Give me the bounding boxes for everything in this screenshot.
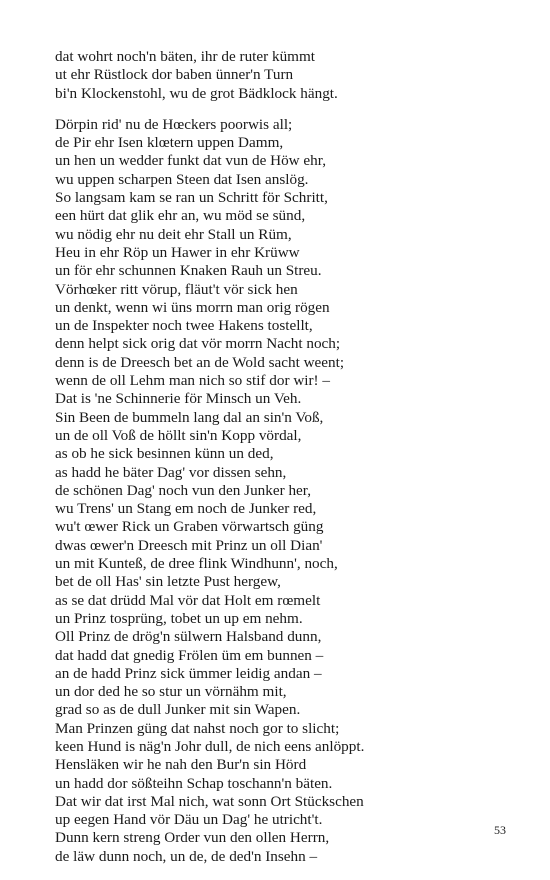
poem-line: un de Inspekter noch twee Hakens tostellt, [55, 317, 313, 335]
poem-line: wu Trens' un Stang em noch de Junker red, [55, 500, 317, 518]
page-number: 53 [494, 823, 506, 837]
poem-line: as ob he sick besinnen künn un ded, [55, 445, 274, 463]
poem-line: Dunn kern streng Order vun den ollen Herrn, [55, 829, 330, 847]
poem-line: de Pir ehr Isen klœtern uppen Damm, [55, 134, 284, 152]
poem-line: dwas œwer'n Dreesch mit Prinz un oll Dian' [55, 536, 323, 554]
poem-line: bet de oll Has' sin letzte Pust hergew, [55, 573, 281, 591]
poem-line: So langsam kam se ran un Schritt för Schritt, [55, 189, 328, 207]
poem-text [55, 48, 525, 879]
stanza [55, 116, 525, 866]
poem-line: wu nödig ehr nu deit ehr Stall un Rüm, [55, 225, 292, 243]
poem-line: grad so as de dull Junker mit sin Wapen. [55, 701, 301, 719]
poem-line: keen Hund is näg'n Johr dull, de nich eens anlöppt. [55, 737, 365, 755]
poem-line: Sin Been de bummeln lang dal an sin'n Voß, [55, 408, 324, 426]
poem-line: dat wohrt noch'n bäten, ihr de ruter kümmt [55, 48, 316, 65]
poem-line: un de oll Voß de höllt sin'n Kopp vördal, [55, 426, 302, 444]
stanza [55, 48, 525, 103]
poem-line: wu't œwer Rick un Graben vörwartsch güng [55, 518, 324, 536]
poem-line: un Prinz tosprüng, tobet un up em nehm. [55, 609, 303, 627]
poem-line: bi'n Klockenstohl, wu de grot Bädklock hängt. [55, 84, 338, 102]
poem-line: up eegen Hand vör Däu un Dag' he utricht't. [55, 811, 323, 829]
poem-line: denn helpt sick orig dat vör morrn Nacht noch; [55, 335, 341, 353]
poem-line: denn is de Dreesch bet an de Wold sacht weent; [55, 353, 345, 371]
poem-line: wenn de oll Lehm man nich so stif dor wir! – [55, 372, 331, 390]
poem-line: un hadd dor sößteihn Schap toschann'n bäten. [55, 774, 333, 792]
poem-line: Oll Prinz de drög'n sülwern Halsband dunn, [55, 628, 322, 646]
poem-line: dat hadd dat gnedig Frölen üm em bunnen – [55, 646, 324, 664]
poem-line: Hensläken wir he nah den Bur'n sin Hörd [55, 756, 307, 774]
poem-line: as hadd he bäter Dag' vor dissen sehn, [55, 463, 287, 481]
poem-line: Man Prinzen güng dat nahst noch gor to slicht; [55, 719, 340, 737]
poem-line: Heu in ehr Röp un Hawer in ehr Krüww [55, 243, 300, 261]
poem-line: wu uppen scharpen Steen dat Isen anslög. [55, 170, 309, 188]
poem-line: de schönen Dag' noch vun den Junker her, [55, 481, 312, 499]
poem-line: an de hadd Prinz sick ümmer leidig andan – [55, 664, 322, 682]
poem-line: ut ehr Rüstlock dor baben ünner'n Turn [55, 66, 294, 84]
poem-line: de läw dunn noch, un de, de ded'n Insehn – [55, 847, 318, 865]
poem-line: as se dat drüdd Mal vör dat Holt em rœmelt [55, 591, 321, 609]
poem-line: een hürt dat glik ehr an, wu möd se sünd, [55, 207, 306, 225]
poem-line: un hen un wedder funkt dat vun de Höw ehr, [55, 152, 327, 170]
poem-line: un dor ded he so stur un vörnähm mit, [55, 683, 287, 701]
poem-line: Dörpin rid' nu de Hœckers poorwis all; [55, 115, 293, 133]
poem-line: Dat is 'ne Schinnerie för Minsch un Veh. [55, 390, 302, 408]
poem-line: Vörhœker ritt vörup, fläut't vör sick hen [55, 280, 298, 298]
poem-line: Dat wir dat irst Mal nich, wat sonn Ort Stückschen [55, 792, 364, 810]
poem-line: un denkt, wenn wi üns morrn man orig rögen [55, 298, 330, 316]
poem-line: un för ehr schunnen Knaken Rauh un Streu. [55, 262, 322, 280]
poem-line: un mit Kunteß, de dree flink Windhunn', noch, [55, 555, 338, 573]
